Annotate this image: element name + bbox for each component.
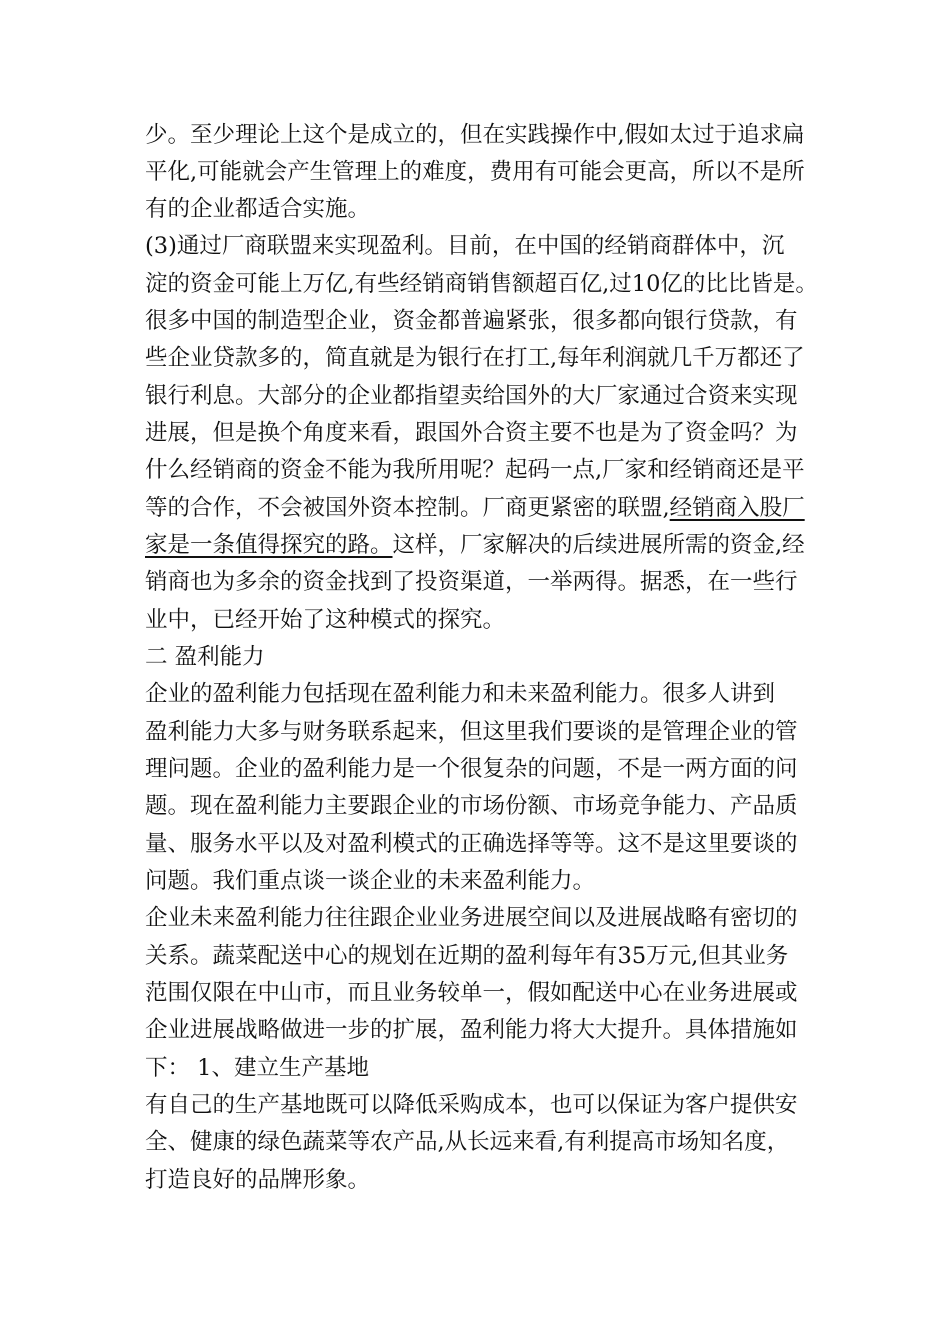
underlined-phrase: 经销商入股厂 <box>669 495 805 521</box>
text-line: 进展，但是换个角度来看，跟国外合资主要不也是为了资金吗？为 <box>145 420 798 446</box>
text-line: 什么经销商的资金不能为我所用呢？起码一点,厂家和经销商还是平 <box>145 457 805 483</box>
underlined-phrase: 家是一条值得探究的路。 <box>145 532 393 558</box>
text-line: 关系。蔬菜配送中心的规划在近期的盈利每年有35万元,但其业务 <box>145 943 789 969</box>
text-line: (3)通过厂商联盟来实现盈利。目前，在中国的经销商群体中，沉 <box>145 233 785 259</box>
text-line: 有自己的生产基地既可以降低采购成本，也可以保证为客户提供安 <box>145 1092 798 1118</box>
text-line: 少。至少理论上这个是成立的，但在实践操作中,假如太过于追求扁 <box>145 122 805 148</box>
section-heading: 二 盈利能力 <box>145 644 265 670</box>
text-line: 问题。我们重点谈一谈企业的未来盈利能力。 <box>145 868 596 894</box>
text-line: 平化,可能就会产生管理上的难度，费用有可能会更高，所以不是所 <box>145 159 805 185</box>
text-line: 淀的资金可能上万亿,有些经销商销售额超百亿,过10亿的比比皆是。 <box>145 271 818 297</box>
text-line: 些企业贷款多的，简直就是为银行在打工,每年利润就几千万都还了 <box>145 345 805 371</box>
text-line: 题。现在盈利能力主要跟企业的市场份额、市场竞争能力、产品质 <box>145 793 798 819</box>
text-line: 有的企业都适合实施。 <box>145 196 371 222</box>
text-line: 范围仅限在中山市，而且业务较单一，假如配送中心在业务进展或 <box>145 980 798 1006</box>
text-line <box>145 490 805 527</box>
text-segment: 这样，厂家解决的后续进展所需的资金,经 <box>392 532 805 558</box>
text-line <box>145 527 805 564</box>
text-line: 银行利息。大部分的企业都指望卖给国外的大厂家通过合资来实现 <box>145 383 798 409</box>
text-line: 全、健康的绿色蔬菜等农产品,从长远来看,有利提高市场知名度， <box>145 1129 790 1155</box>
text-line: 下： 1、建立生产基地 <box>145 1055 369 1081</box>
text-line: 企业进展战略做进一步的扩展，盈利能力将大大提升。具体措施如 <box>145 1017 798 1043</box>
text-line: 打造良好的品牌形象。 <box>145 1167 371 1193</box>
text-line: 盈利能力大多与财务联系起来，但这里我们要谈的是管理企业的管 <box>145 719 798 745</box>
text-line: 很多中国的制造型企业，资金都普遍紧张，很多都向银行贷款，有 <box>145 308 798 334</box>
text-line: 企业未来盈利能力往往跟企业业务进展空间以及进展战略有密切的 <box>145 905 798 931</box>
text-segment: 等的合作，不会被国外资本控制。厂商更紧密的联盟, <box>145 495 670 521</box>
text-line: 销商也为多余的资金找到了投资渠道，一举两得。据悉，在一些行 <box>145 569 798 595</box>
text-line: 企业的盈利能力包括现在盈利能力和未来盈利能力。很多人讲到 <box>145 681 776 707</box>
text-line: 理问题。企业的盈利能力是一个很复杂的问题，不是一两方面的问 <box>145 756 798 782</box>
text-line: 业中，已经开始了这种模式的探究。 <box>145 607 506 633</box>
text-line: 量、服务水平以及对盈利模式的正确选择等等。这不是这里要谈的 <box>145 831 798 857</box>
